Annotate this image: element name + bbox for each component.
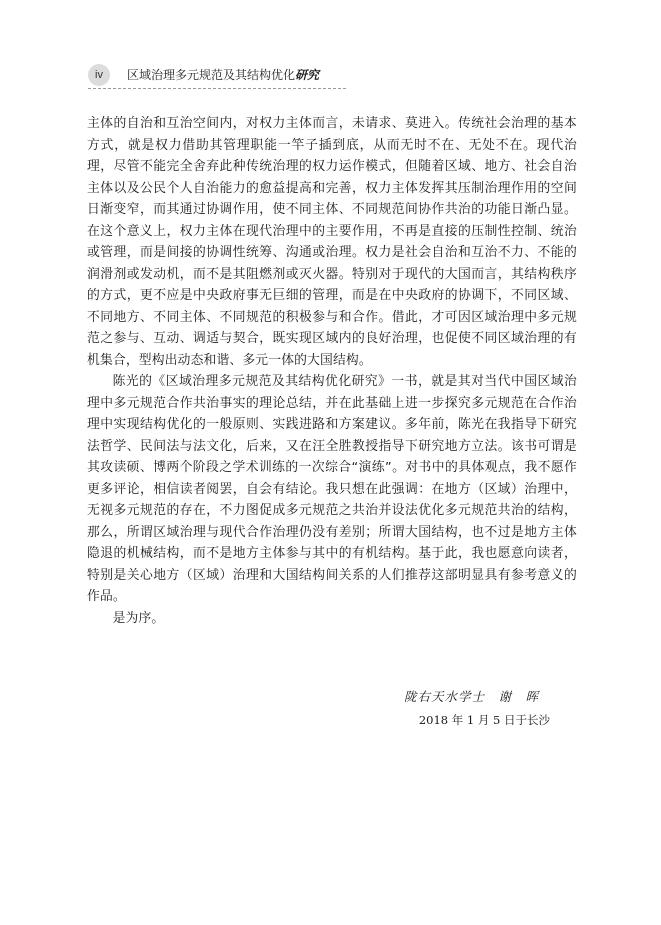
signature: 陇右天水学士 谢 晖 (403, 689, 539, 704)
running-header (88, 64, 348, 86)
page-number: iv (88, 64, 110, 86)
paragraph-continuation: 主体的自治和互治空间内，对权力主体而言，未请求、莫进入。传统社会治理的基本方式，就是权力借助其管理职能一竿子插到底，从而无时不在、无处不在。现代治理，尽管不能完全舍弃此种传统治理的权力运作模式，但随着区域、地方、社会自治主体以及公民个人自治能力的愈益提高和完善，权力主体发挥其压制治理作用的空间日渐变窄，而其通过协调作用，使不同主体、不同规范间协作共治的功能日渐凸显。在这个意义上，权力主体在现代治理中的主要作用，不再是直接的压制性控制、统治或管理，而是间接的协调性统筹、沟通或治理。权力是社会自治和互治不力、不能的润滑剂或发动机，而不是其阻燃剂或灭火器。特别对于现代的大国而言，其结构秩序的方式，更不应是中央政府事无巨细的管理，而是在中央政府的协调下，不同区域、不同地方、不同主体、不同规范的积极参与和合作。借此，才可因区域治理中多元规范之参与、互动、调适与契合，既实现区域内的良好治理，也促使不同区域治理的有机集合，型构出动态和谐、多元一体的大国结构。 (87, 116, 577, 368)
running-title-emphasis: 研究 (295, 68, 320, 82)
header-divider (88, 88, 346, 89)
paragraph-book-intro: 陈光的《区域治理多元规范及其结构优化研究》一书，就是其对当代中国区域治理中多元规范合作共治事实的理论总结，并在此基础上进一步探究多元规范在合作治理中实现结构优化的一般原则、实践进路和方案建议。多年前，陈光在我指导下研究法哲学、民间法与法文化，后来，又在汪全胜教授指导下研究地方立法。该书可谓是其攻读硕、博两个阶段之学术训练的一次综合“演练”。对书中的具体观点，我不愿作更多评论，相信读者阅罢，自会有结论。我只想在此强调：在地方（区域）治理中，无视多元规范的存在，不力图促成多元规范之共治并设法优化多元规范共治的结构，那么，所谓区域治理与现代合作治理仍没有差别；所谓大国结构，也不过是地方主体隐退的机械结构，而不是地方主体参与其中的有机结构。基于此，我也愿意向读者，特别是关心地方（区域）治理和大国结构间关系的人们推荐这部明显具有参考意义的作品。 (87, 374, 577, 604)
paragraph-closing: 是为序。 (112, 610, 165, 626)
running-title (127, 66, 319, 84)
date-line: 2018 年 1 月 5 日于长沙 (418, 713, 550, 727)
running-title-main: 区域治理多元规范及其结构优化 (127, 68, 296, 82)
body-text (87, 113, 577, 629)
